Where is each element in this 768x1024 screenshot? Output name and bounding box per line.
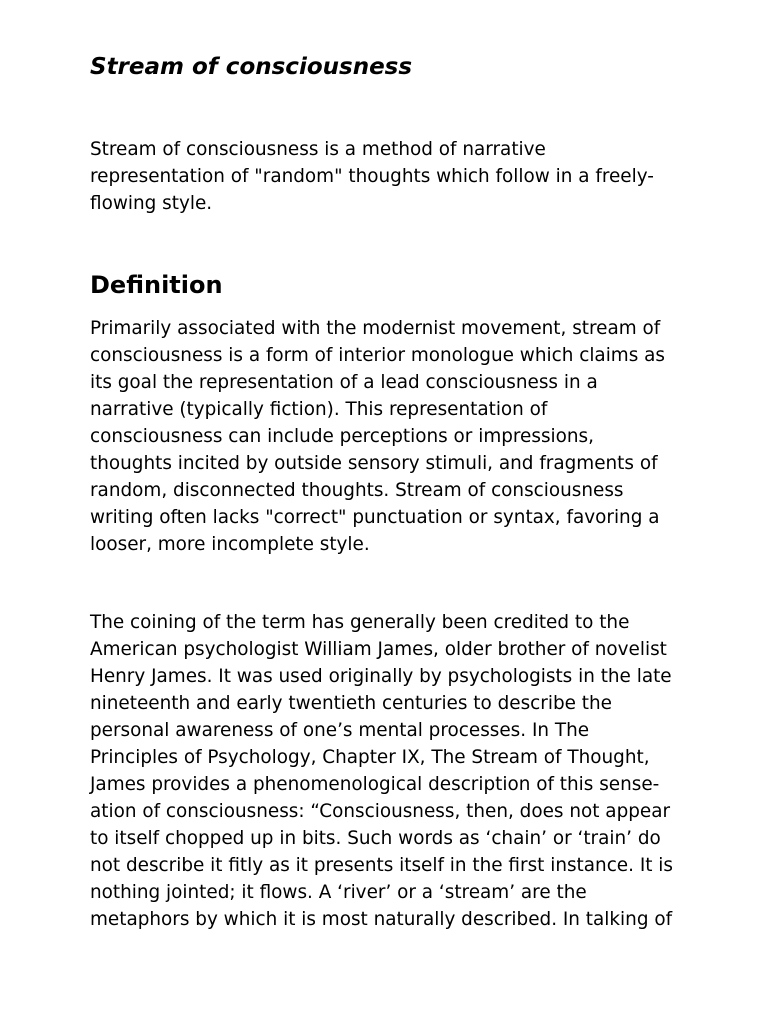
paragraph-line: consciousness can include perceptions or impressions, [90, 426, 594, 447]
intro-paragraph [90, 136, 654, 217]
paragraph-line: representation of "random" thoughts which follow in a freely- [90, 166, 654, 187]
paragraph-line: not describe it fitly as it presents itself in the first instance. It is [90, 855, 673, 876]
paragraph-line: thoughts incited by outside sensory stimuli, and fragments of [90, 453, 658, 474]
paragraph-line: narrative (typically fiction). This representation of [90, 399, 548, 420]
paragraph-line: James provides a phenomenological description of this sense- [90, 774, 660, 795]
paragraph-line: nothing jointed; it flows. A ‘river’ or a ‘stream’ are the [90, 882, 587, 903]
paragraph-line: ation of consciousness: “Consciousness, then, does not appear [90, 801, 671, 822]
definition-paragraph-1 [90, 315, 665, 558]
paragraph-line: looser, more incomplete style. [90, 534, 370, 555]
paragraph-line: nineteenth and early twentieth centuries to describe the [90, 693, 612, 714]
paragraph-line: Henry James. It was used originally by psychologists in the late [90, 666, 672, 687]
paragraph-line: flowing style. [90, 193, 213, 214]
paragraph-line: The coining of the term has generally been credited to the [90, 612, 630, 633]
definition-paragraph-2 [90, 609, 673, 933]
document-title: Stream of consciousness [90, 54, 413, 80]
paragraph-line: consciousness is a form of interior monologue which claims as [90, 345, 665, 366]
paragraph-line: random, disconnected thoughts. Stream of consciousness [90, 480, 624, 501]
paragraph-line: to itself chopped up in bits. Such words as ‘chain’ or ‘train’ do [90, 828, 661, 849]
paragraph-line: its goal the representation of a lead consciousness in a [90, 372, 598, 393]
paragraph-line: Primarily associated with the modernist movement, stream of [90, 318, 661, 339]
paragraph-line: Principles of Psychology, Chapter IX, The Stream of Thought, [90, 747, 650, 768]
paragraph-line: personal awareness of one’s mental processes. In The [90, 720, 590, 741]
paragraph-line: writing often lacks "correct" punctuation or syntax, favoring a [90, 507, 660, 528]
paragraph-line: Stream of consciousness is a method of narrative [90, 139, 546, 160]
section-heading-definition: Definition [90, 271, 223, 299]
paragraph-line: metaphors by which it is most naturally described. In talking of [90, 909, 673, 930]
paragraph-line: American psychologist William James, older brother of novelist [90, 639, 667, 660]
